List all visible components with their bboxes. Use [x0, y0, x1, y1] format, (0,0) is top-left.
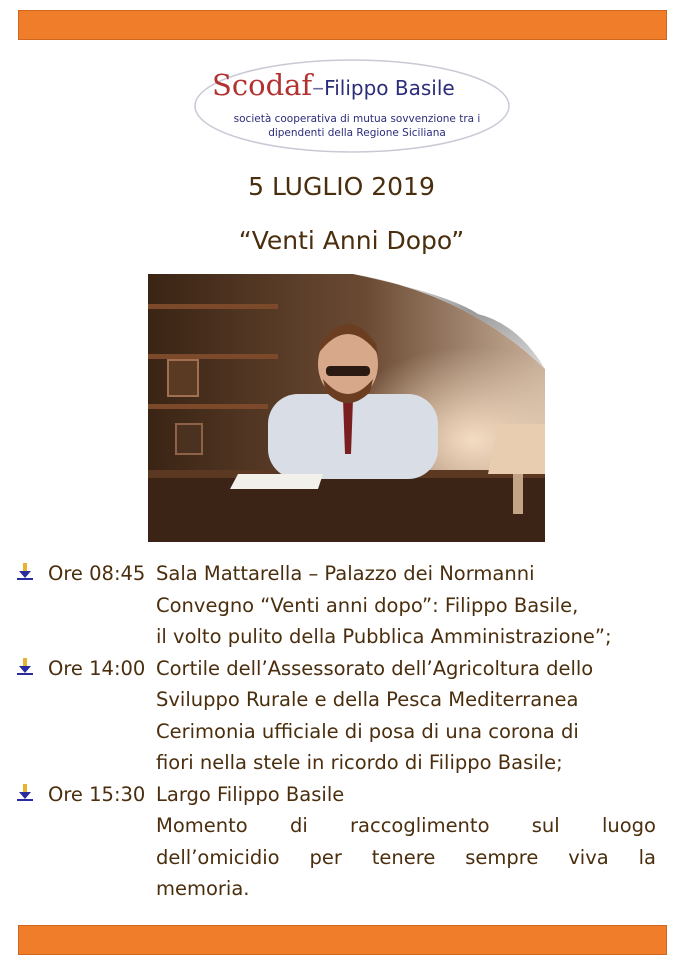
word: sul: [531, 814, 560, 837]
word: la: [638, 845, 656, 869]
word: raccoglimento: [350, 814, 490, 837]
logo-subtitle-line-1: società cooperativa di mutua sovvenzione tra i: [233, 113, 481, 125]
schedule-detail-line: [16, 810, 656, 842]
schedule-time: Ore 15:30: [48, 782, 146, 806]
word: viva: [568, 845, 609, 869]
event-title: “Venti Anni Dopo”: [238, 226, 465, 255]
scodaf-logo: [192, 56, 512, 156]
event-date: 5 LUGLIO 2019: [248, 172, 435, 201]
bullet-arrow-icon: [16, 779, 48, 811]
schedule-detail-line: Cerimonia ufficiale di posa di una corona di: [156, 719, 579, 743]
word: tenere: [371, 845, 436, 869]
bullet-arrow-icon: [16, 653, 48, 685]
schedule-item-1: [16, 558, 656, 653]
logo-dash: –: [312, 73, 325, 101]
word: sempre: [465, 845, 539, 869]
schedule-detail-line: fiori nella stele in ricordo di Filippo Basile;: [156, 751, 563, 774]
top-orange-bar: [18, 10, 667, 40]
word: Momento: [156, 814, 248, 837]
logo-subtitle-line-2: dipendenti della Regione Siciliana: [268, 127, 446, 139]
schedule-location: Cortile dell’Assessorato dell’Agricoltura dello: [156, 656, 594, 680]
schedule-detail-line: Sviluppo Rurale e della Pesca Mediterranea: [156, 688, 579, 711]
word: dell’omicidio: [156, 845, 280, 869]
schedule-location: Sala Mattarella – Palazzo dei Normanni: [156, 562, 535, 585]
schedule-detail-line: memoria.: [156, 877, 250, 900]
portrait-photo: [148, 274, 545, 542]
schedule-time: Ore 08:45: [48, 562, 146, 585]
word: luogo: [601, 814, 656, 837]
logo-subtitle: [222, 112, 492, 140]
schedule-time: Ore 14:00: [48, 656, 146, 680]
bottom-orange-bar: [18, 925, 667, 955]
schedule-detail-line: Convegno “Venti anni dopo”: Filippo Basile,: [156, 593, 579, 617]
schedule-item-3: [16, 779, 656, 905]
word: di: [289, 814, 308, 837]
schedule-location: Largo Filippo Basile: [156, 782, 345, 806]
schedule-detail-line: [16, 842, 656, 874]
logo-title: [212, 68, 455, 102]
schedule-list: [16, 558, 656, 905]
logo-name: Filippo Basile: [324, 76, 455, 100]
schedule-item-2: [16, 653, 656, 779]
word: per: [309, 845, 342, 869]
logo-brand: Scodaf: [212, 68, 313, 102]
bullet-arrow-icon: [16, 558, 48, 590]
schedule-detail-line: il volto pulito della Pubblica Amministrazione”;: [156, 625, 612, 648]
